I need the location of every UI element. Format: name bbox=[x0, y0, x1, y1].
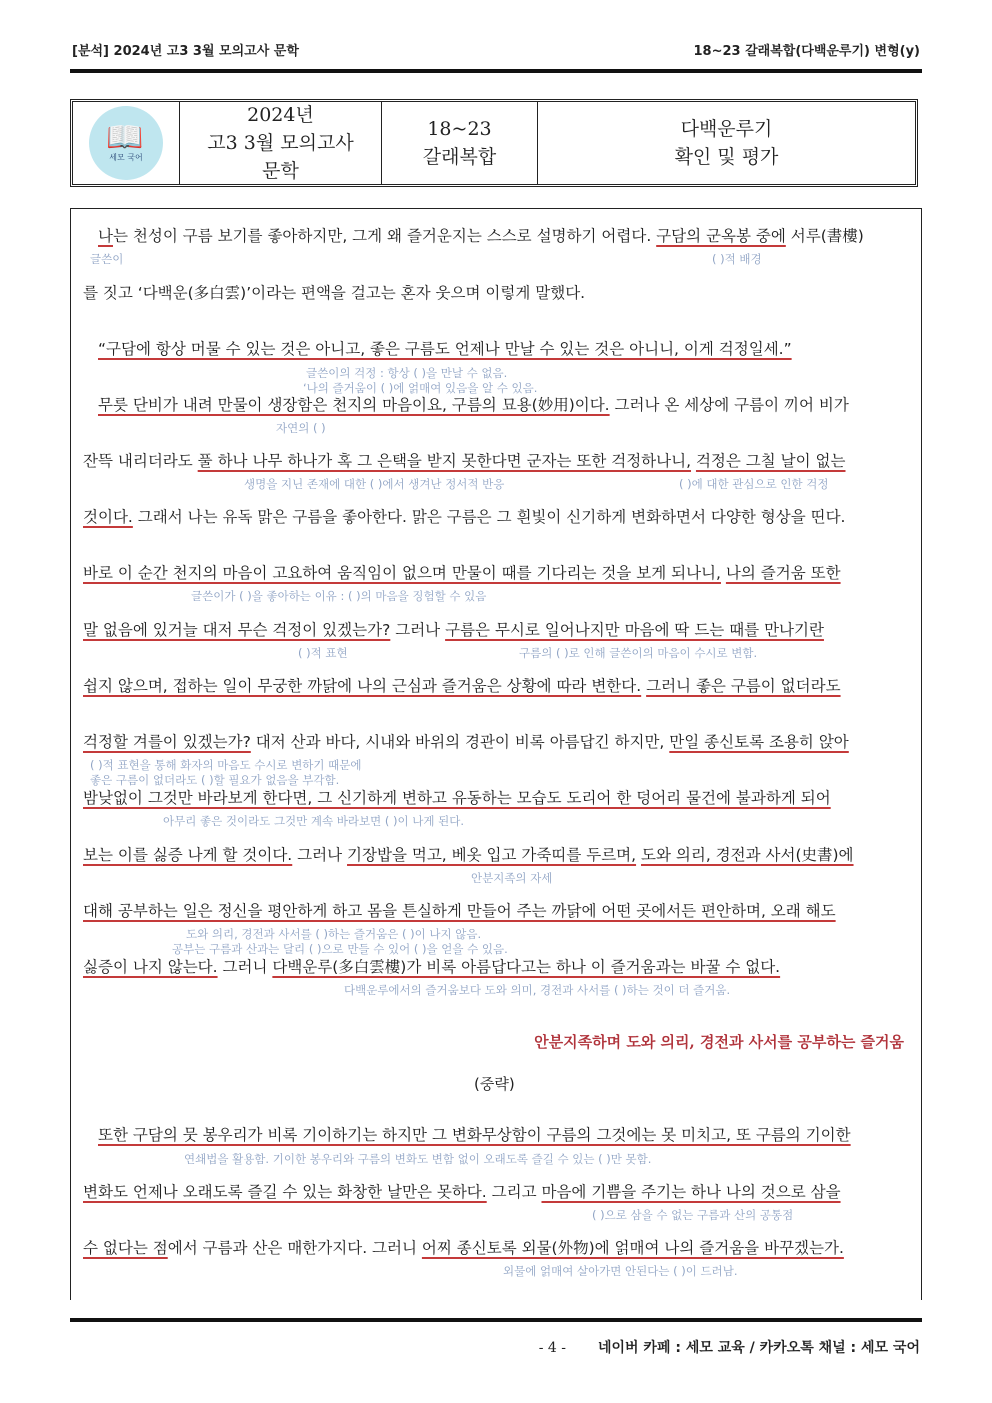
exam-subject: 문학 bbox=[262, 160, 299, 182]
title-box bbox=[70, 99, 918, 187]
plain-text: 잔뜩 내리더라도 bbox=[83, 452, 198, 470]
passage-line: 를 짓고 ‘다백운(多白雲)’이라는 편액을 걸고는 혼자 웃으며 이렇게 말했다. bbox=[83, 284, 586, 302]
open-book-icon: 📖 bbox=[106, 120, 144, 155]
passage-line bbox=[98, 339, 792, 359]
annotation-note: 자연의 ( ) bbox=[276, 421, 326, 435]
passage-line bbox=[83, 1238, 844, 1258]
plain-text: 그러니 bbox=[217, 958, 273, 976]
underlined-phrase: 수 없다는 점 bbox=[83, 1239, 168, 1257]
annotation-note: ( )적 배경 bbox=[712, 252, 762, 266]
summary-text: 안분지족하며 도와 의리, 경전과 사서를 공부하는 즐거움 bbox=[534, 1033, 904, 1051]
passage-line bbox=[83, 957, 780, 977]
underlined-phrase: 구름은 무시로 일어나지만 마음에 딱 드는 때를 만나기란 bbox=[445, 621, 824, 639]
exam-year: 2024년 bbox=[247, 104, 314, 126]
topic-cell bbox=[538, 102, 915, 184]
passage-line bbox=[83, 845, 854, 865]
page-number: - 4 - bbox=[538, 1340, 566, 1356]
underlined-phrase: 것이다. bbox=[83, 508, 133, 526]
annotation-note: 글쓴이의 걱정 : 항상 ( )을 만날 수 없음. bbox=[306, 366, 508, 380]
annotation-note: 다백운루에서의 즐거움보다 도와 의미, 경전과 사서를 ( )하는 것이 더 즐거움. bbox=[344, 983, 731, 997]
logo-text: 세모 국어 bbox=[109, 153, 143, 162]
annotation-note: 안분지족의 자세 bbox=[471, 871, 553, 885]
underlined-phrase: 쉽지 않으며, 접하는 일이 무궁한 까닭에 나의 근심과 즐거움은 상황에 따라 변한다. bbox=[83, 677, 642, 695]
passage-line bbox=[98, 395, 849, 415]
header-left: [분석] 2024년 고3 3월 모의고사 문학 bbox=[72, 44, 299, 59]
passage-line bbox=[83, 732, 849, 752]
underlined-phrase: 어찌 종신토록 외물(外物)에 얽매여 나의 즐거움을 바꾸겠는가. bbox=[421, 1239, 844, 1257]
underlined-phrase: “구담에 항상 머물 수 있는 것은 아니고, 좋은 구름도 언제나 만날 수 있는 것은 아니니, 이게 걱정일세.” bbox=[98, 340, 792, 358]
underlined-phrase: 다백운루(多白雲樓)가 비록 아름답다고는 하나 이 즐거움과는 바꿀 수 없다. bbox=[272, 958, 781, 976]
underlined-phrase: 말 없음에 있거늘 대저 무슨 걱정이 있겠는가? bbox=[83, 621, 391, 639]
footer bbox=[539, 1337, 920, 1357]
plain-text: 대저 산과 바다, 시내와 바위의 경관이 비록 아름답긴 하지만, bbox=[250, 733, 670, 751]
passage-line bbox=[83, 901, 836, 921]
underlined-phrase: 도와 의리, 경전과 사서(史書)에 bbox=[641, 846, 854, 864]
footer-rule bbox=[70, 1318, 922, 1322]
annotation-note: 공부는 구름과 산과는 달리 ( )으로 만들 수 있어 ( )을 얻을 수 있음. bbox=[172, 942, 508, 956]
underlined-phrase: 풀 하나 나무 하나가 혹 그 은택을 받지 못한다면 군자는 또한 걱정하나니, bbox=[197, 452, 692, 470]
exam-name: 고3 3월 모의고사 bbox=[207, 132, 354, 154]
passage-line bbox=[98, 226, 864, 246]
plain-text: 그러나 온 세상에 구름이 끼어 비가 bbox=[609, 396, 849, 414]
annotation-note: ( )적 표현 bbox=[298, 646, 348, 660]
annotation-note: ( )적 표현을 통해 화자의 마음도 수시로 변하기 때문에 bbox=[90, 758, 362, 772]
logo-cell bbox=[73, 102, 180, 184]
underlined-phrase: 밤낮없이 그것만 바라보게 한다면, 그 신기하게 변하고 유동하는 모습도 도리어 한 덩어리 물건에 불과하게 되어 bbox=[83, 789, 831, 807]
underlined-phrase: 나의 즐거움 또한 bbox=[725, 564, 841, 582]
range-cell bbox=[382, 102, 538, 184]
underlined-phrase: 그러니 좋은 구름이 없더라도 bbox=[646, 677, 841, 695]
underlined-phrase: 대해 공부하는 일은 정신을 평안하게 하고 몸을 튼실하게 만들어 주는 까닭에 어떤 곳에서든 편안하며, 오래 해도 bbox=[83, 902, 836, 920]
logo bbox=[89, 106, 163, 180]
omission-mark: (중략) bbox=[474, 1075, 515, 1093]
annotation-note: 글쓴이가 ( )을 좋아하는 이유 : ( )의 마음을 징험할 수 있음 bbox=[191, 589, 487, 603]
plain-text: 그러나 bbox=[292, 846, 348, 864]
annotation-note: ‘나의 즐거움이 ( )에 얽매여 있음을 알 수 있음. bbox=[303, 381, 538, 395]
work-title: 다백운루기 bbox=[680, 118, 773, 140]
underlined-phrase: 만일 종신토록 조용히 앉아 bbox=[669, 733, 849, 751]
annotation-note: 연쇄법을 활용함. 기이한 봉우리와 구름의 변화도 변함 없이 오래도록 즐길 수 있는 ( )만 못함. bbox=[184, 1152, 652, 1166]
annotation-note: 생명을 지닌 존재에 대한 ( )에서 생겨난 정서적 반응 bbox=[244, 477, 505, 491]
plain-text: 에서 구름과 산은 매한가지다. 그러니 bbox=[167, 1239, 422, 1257]
annotation-note: ( )에 대한 관심으로 인한 걱정 bbox=[679, 477, 829, 491]
underlined-phrase: 구담의 군옥봉 중에 bbox=[656, 227, 786, 245]
passage-line bbox=[83, 676, 841, 696]
passage-line bbox=[83, 451, 846, 471]
genre: 갈래복합 bbox=[422, 146, 497, 168]
underlined-phrase: 바로 이 순간 천지의 마음이 고요하여 움직임이 없으며 만물이 때를 기다리는 것을 보게 되나니, bbox=[83, 564, 721, 582]
underlined-phrase: 마음에 기쁨을 주기는 하나 나의 것으로 삼을 bbox=[541, 1183, 841, 1201]
underlined-phrase: 기장밥을 먹고, 베옷 입고 가죽띠를 두르며, bbox=[347, 846, 637, 864]
plain-text: 그리고 bbox=[486, 1183, 542, 1201]
question-range: 18~23 bbox=[427, 118, 492, 140]
passage-line bbox=[83, 788, 831, 808]
underlined-phrase: 변화도 언제나 오래도록 즐길 수 있는 화창한 날만은 못하다. bbox=[83, 1183, 487, 1201]
annotation-note: 좋은 구름이 없더라도 ( )할 필요가 없음을 부각함. bbox=[90, 773, 340, 787]
passage-line bbox=[83, 563, 841, 583]
plain-text: 는 천성이 구름 보기를 좋아하지만, 그게 왜 즐거운지는 스스로 설명하기 어렵다. bbox=[112, 227, 657, 245]
underlined-phrase: 보는 이를 싫증 나게 할 것이다. bbox=[83, 846, 293, 864]
plain-text: 그래서 나는 유독 맑은 구름을 좋아한다. 맑은 구름은 그 흰빛이 신기하게 변화하면서 다양한 형상을 띤다. bbox=[132, 508, 846, 526]
footer-text: 네이버 카페 : 세모 교육 / 카카오톡 채널 : 세모 국어 bbox=[597, 1340, 920, 1356]
passage-line bbox=[98, 1125, 851, 1145]
annotation-note: 아무리 좋은 것이라도 그것만 계속 바라보면 ( )이 나게 된다. bbox=[163, 814, 465, 828]
header-rule bbox=[70, 69, 922, 73]
annotation-note: 글쓴이 bbox=[90, 252, 124, 266]
exam-cell bbox=[180, 102, 382, 184]
underlined-phrase: 무릇 단비가 내려 만물이 생장함은 천지의 마음이요, 구름의 묘용(妙用)이다. bbox=[98, 396, 610, 414]
annotation-note: 구름의 ( )로 인해 글쓴이의 마음이 수시로 변함. bbox=[519, 646, 758, 660]
topic-subtitle: 확인 및 평가 bbox=[674, 146, 779, 168]
underlined-phrase: 나 bbox=[98, 227, 113, 245]
annotation-note: 도와 의리, 경전과 사서를 ( )하는 즐거움은 ( )이 나지 않음. bbox=[186, 927, 482, 941]
plain-text: 서루(書樓) bbox=[785, 227, 864, 245]
underlined-phrase: 또한 구담의 뭇 봉우리가 비록 기이하기는 하지만 그 변화무상함이 구름의 그것에는 못 미치고, 또 구름의 기이한 bbox=[98, 1126, 851, 1144]
annotation-note: ( )으로 삼을 수 없는 구름과 산의 공통점 bbox=[592, 1208, 794, 1222]
passage-line bbox=[83, 620, 824, 640]
plain-text: 그러나 bbox=[390, 621, 446, 639]
underlined-phrase: 싫증이 나지 않는다. bbox=[83, 958, 218, 976]
passage-line bbox=[83, 507, 846, 527]
underlined-phrase: 걱정할 겨를이 있겠는가? bbox=[83, 733, 251, 751]
header-right: 18~23 갈래복합(다백운루기) 변형(y) bbox=[693, 44, 920, 59]
passage-line bbox=[83, 1182, 841, 1202]
annotation-note: 외물에 얽매여 살아가면 안된다는 ( )이 드러남. bbox=[503, 1264, 738, 1278]
underlined-phrase: 걱정은 그칠 날이 없는 bbox=[695, 452, 846, 470]
